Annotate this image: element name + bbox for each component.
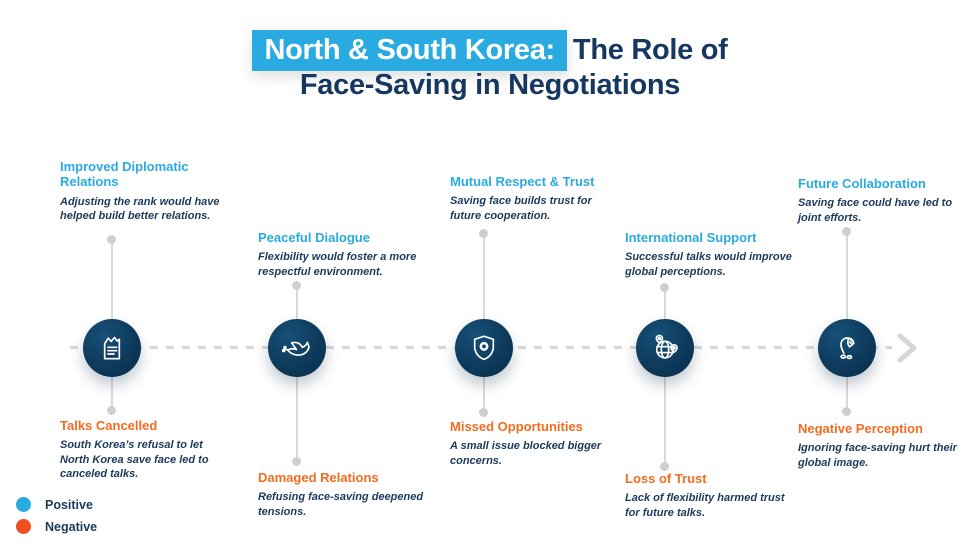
connector-dot xyxy=(660,283,669,292)
node-3-positive-block xyxy=(450,174,622,223)
node-4-negative-title: Loss of Trust xyxy=(625,471,707,486)
connector-dot xyxy=(479,229,488,238)
node-1-negative-title: Talks Cancelled xyxy=(60,418,158,433)
node-2-positive-desc: Flexibility would foster a more respectful environment. xyxy=(258,251,417,278)
globe-pins-icon xyxy=(649,332,681,364)
legend-negative-label: Negative xyxy=(45,519,98,534)
node-2-positive-block xyxy=(258,230,430,279)
node-1-positive-title: Improved Diplomatic Relations xyxy=(60,159,189,190)
connector-dot xyxy=(842,227,851,236)
title-highlight: North & South Korea: xyxy=(252,30,566,71)
node-3-negative-block xyxy=(450,419,622,468)
collaboration-dove-icon xyxy=(831,332,863,364)
timeline-node-4 xyxy=(636,319,694,377)
node-1-positive-desc: Adjusting the rank would have helped build better relations. xyxy=(60,195,220,222)
node-3-negative-title: Missed Opportunities xyxy=(450,419,583,434)
connector-dot xyxy=(107,235,116,244)
node-3-positive-title: Mutual Respect & Trust xyxy=(450,174,595,189)
timeline-node-2 xyxy=(268,319,326,377)
node-1-negative-block xyxy=(60,418,232,481)
connector-dot xyxy=(479,408,488,417)
node-4-positive-block xyxy=(625,230,797,279)
node-2-positive-title: Peaceful Dialogue xyxy=(258,230,370,245)
node-5-positive-desc: Saving face could have led to joint efforts. xyxy=(798,197,953,224)
positive-dot-icon xyxy=(16,497,31,512)
negative-dot-icon xyxy=(16,519,31,534)
title-line-2: Face-Saving in Negotiations xyxy=(299,69,681,102)
node-1-negative-desc: South Korea’s refusal to let North Korea save face led to canceled talks. xyxy=(60,439,209,480)
connector-dot xyxy=(292,281,301,290)
legend xyxy=(16,497,97,541)
node-4-positive-desc: Successful talks would improve global perceptions. xyxy=(625,251,792,278)
trust-shield-icon xyxy=(468,332,500,364)
torn-agreement-icon xyxy=(96,332,128,364)
node-5-positive-block xyxy=(798,176,970,225)
legend-positive-label: Positive xyxy=(45,497,93,512)
title-rest: The Role of xyxy=(572,34,728,66)
node-2-negative-title: Damaged Relations xyxy=(258,470,379,485)
node-4-negative-block xyxy=(625,471,797,520)
node-5-negative-block xyxy=(798,421,970,470)
timeline-node-5 xyxy=(818,319,876,377)
legend-row-negative xyxy=(16,519,97,534)
node-1-positive-block xyxy=(60,159,232,223)
connector-dot xyxy=(660,462,669,471)
node-4-positive-title: International Support xyxy=(625,230,757,245)
connector-dot xyxy=(107,406,116,415)
node-5-negative-title: Negative Perception xyxy=(798,421,923,436)
page-title xyxy=(0,33,980,104)
connector-dot xyxy=(292,457,301,466)
node-2-negative-block xyxy=(258,470,430,519)
node-3-positive-desc: Saving face builds trust for future cooperation. xyxy=(450,195,592,222)
node-4-negative-desc: Lack of flexibility harmed trust for future talks. xyxy=(625,492,785,519)
node-3-negative-desc: A small issue blocked bigger concerns. xyxy=(450,440,602,467)
legend-row-positive xyxy=(16,497,97,512)
title-line-1 xyxy=(0,33,980,68)
chevron-right-icon xyxy=(896,333,918,363)
node-5-positive-title: Future Collaboration xyxy=(798,176,926,191)
connector-dot xyxy=(842,407,851,416)
node-5-negative-desc: Ignoring face-saving hurt their global image. xyxy=(798,442,957,469)
timeline-node-3 xyxy=(455,319,513,377)
timeline-node-1 xyxy=(83,319,141,377)
peace-dove-icon xyxy=(281,332,313,364)
node-2-negative-desc: Refusing face-saving deepened tensions. xyxy=(258,491,424,518)
